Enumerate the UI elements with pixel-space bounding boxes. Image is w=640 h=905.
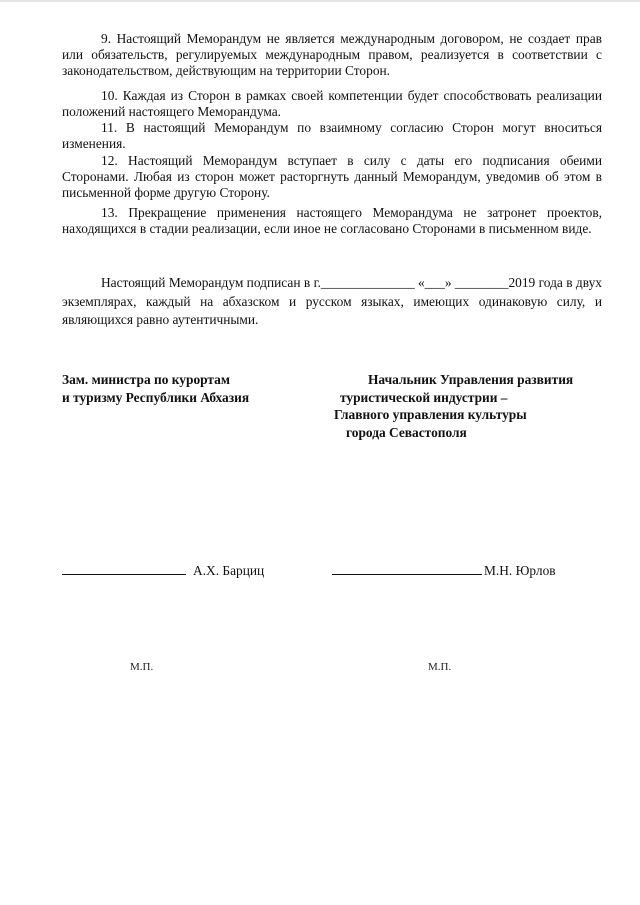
left-signature-block [62,562,264,579]
right-title-line-3: Главного управления культуры [334,407,527,422]
right-signatory-title [334,371,614,441]
page-top-edge [0,0,640,2]
right-title-line-2: туристической индустрии – [340,389,508,405]
right-seal-mark: М.П. [428,661,452,673]
right-title-line-1: Начальник Управления развития [368,372,574,387]
right-signature-block [332,562,556,579]
right-title-line-4: города Севастополя [346,424,467,440]
left-title-line-2: и туризму Республики Абхазия [62,389,250,405]
clause-12: 12. Настоящий Меморандум вступает в силу с даты его подписания обеими Сторонами. Любая из сторон может расторгнуть данный Меморандум, уведомив об этом в письменной форме другую Сторону. [62,153,602,201]
left-signature-line [62,562,186,575]
right-signature-line [332,562,482,575]
left-signatory-name: А.Х. Барциц [193,563,265,578]
left-seal-mark: М.П. [130,661,154,673]
clause-13: 13. Прекращение применения настоящего Меморандума не затронет проектов, находящихся в стадии реализации, если иное не согласовано Сторонами в письменном виде. [62,205,602,237]
left-title-line-1: Зам. министра по курортам [62,372,230,387]
left-signatory-title [62,371,302,406]
clause-9: 9. Настоящий Меморандум не является международным договором, не создает прав или обязательств, регулируемых международным правом, реализуется в соответствии с законодательством, действующим на территории Сторон. [62,31,602,79]
right-signatory-name: М.Н. Юрлов [484,563,556,578]
signing-statement: Настоящий Меморандум подписан в г.______________ «___» ________2019 года в двух экземплярах, каждый на абхазском и русском языках, имеющих одинаковую силу, и являющихся равно аутентичными. [62,275,602,327]
clause-10: 10. Каждая из Сторон в рамках своей компетенции будет способствовать реализации положений настоящего Меморандума. [62,88,602,120]
clause-11: 11. В настоящий Меморандум по взаимному согласию Сторон могут вноситься изменения. [62,120,602,152]
